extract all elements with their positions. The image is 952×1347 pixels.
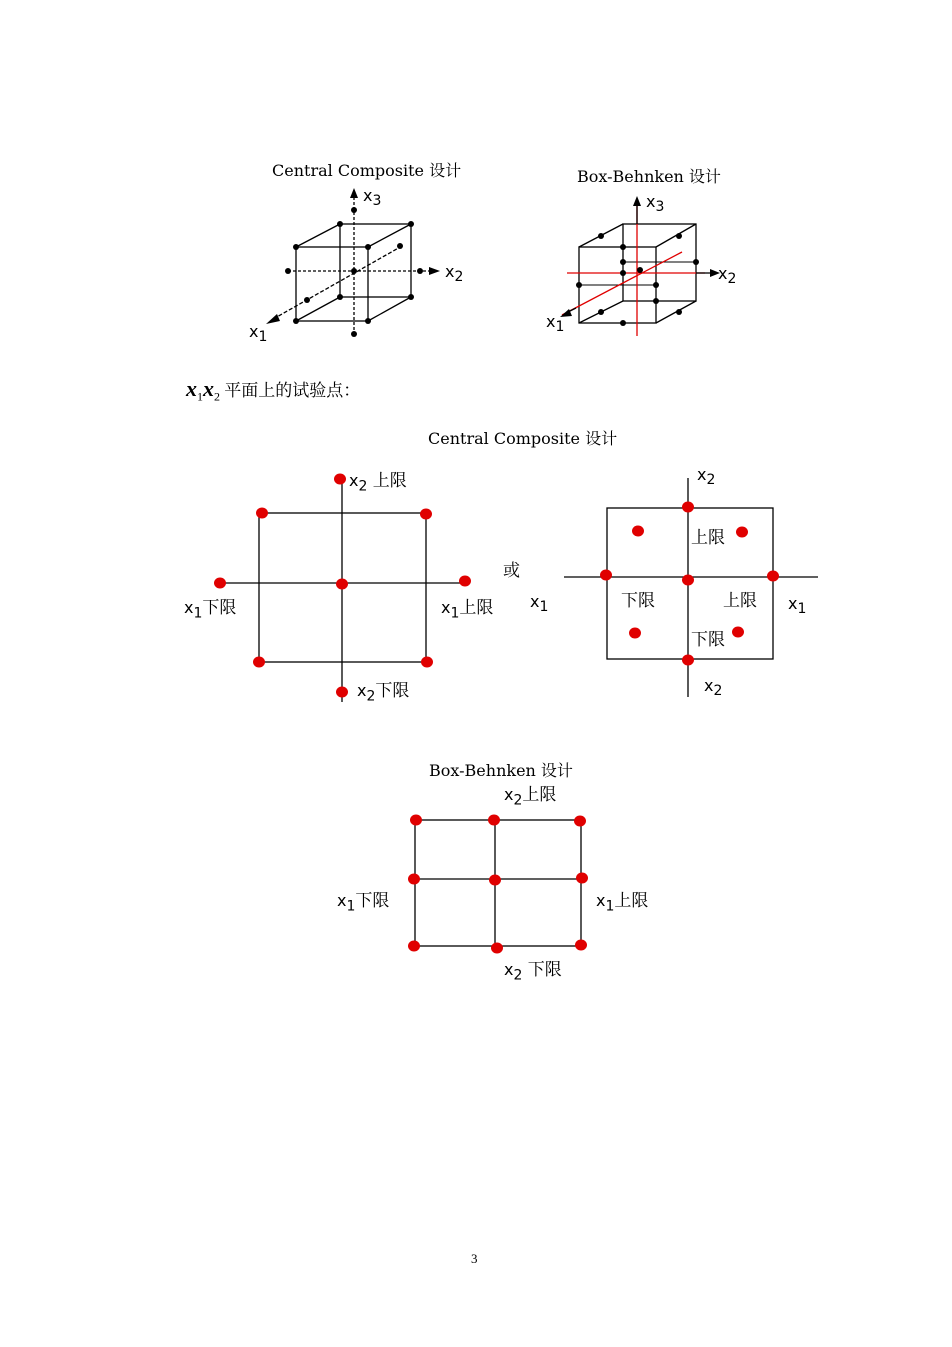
bbd-3d-x1-label: $x_1$ (546, 312, 565, 335)
bbd-3d-x3-label: $x_3$ (646, 192, 665, 215)
bbd-3d-x2-label: $x_2$ (718, 264, 737, 287)
ccd-right-inner-upper-right: 上限 (723, 591, 757, 611)
ccd-3d-title: Central Composite 设计 (272, 161, 462, 180)
ccd-right-x1-left: $x_1$ (530, 592, 549, 615)
bbd-x2-lower: $x_2$ 下限 (504, 960, 562, 984)
bbd-planar-title: Box-Behnken 设计 (429, 761, 573, 780)
ccd-planar-title: Central Composite 设计 (428, 429, 618, 448)
ccd-right-x2-top: $x_2$ (697, 465, 716, 488)
or-text: 或 (503, 561, 520, 581)
ccd-3d-x3-label: $x_3$ (363, 186, 382, 209)
ccd-left-x2-lower: $x_2$下限 (357, 681, 410, 705)
bbd-3d-title: Box-Behnken 设计 (577, 167, 721, 186)
ccd-right-x2-bottom: $x_2$ (704, 676, 723, 699)
ccd-left-x1-lower: $x_1$下限 (184, 598, 237, 622)
page-number: 3 (471, 1251, 478, 1266)
ccd-3d-x1-label: $x_1$ (249, 322, 268, 345)
section-heading: $x_1x_2$ 平面上的试验点： (186, 376, 361, 404)
ccd-left-x2-upper: $x_2$ 上限 (349, 471, 407, 495)
ccd-3d-x2-label: $x_2$ (445, 262, 464, 285)
bbd-planar-points (408, 815, 588, 954)
ccd-right-x1-right: $x_1$ (788, 594, 807, 617)
bbd-x1-upper: $x_1$上限 (596, 891, 649, 915)
bbd-x1-lower: $x_1$下限 (337, 891, 390, 915)
bbd-x2-upper: $x_2$上限 (504, 785, 557, 809)
ccd-right-inner-upper-top: 上限 (691, 528, 725, 548)
ccd-right-inner-lower-bottom: 下限 (691, 630, 725, 650)
ccd-right-inner-lower-left: 下限 (621, 591, 655, 611)
ccd-left-x1-upper: $x_1$上限 (441, 598, 494, 622)
